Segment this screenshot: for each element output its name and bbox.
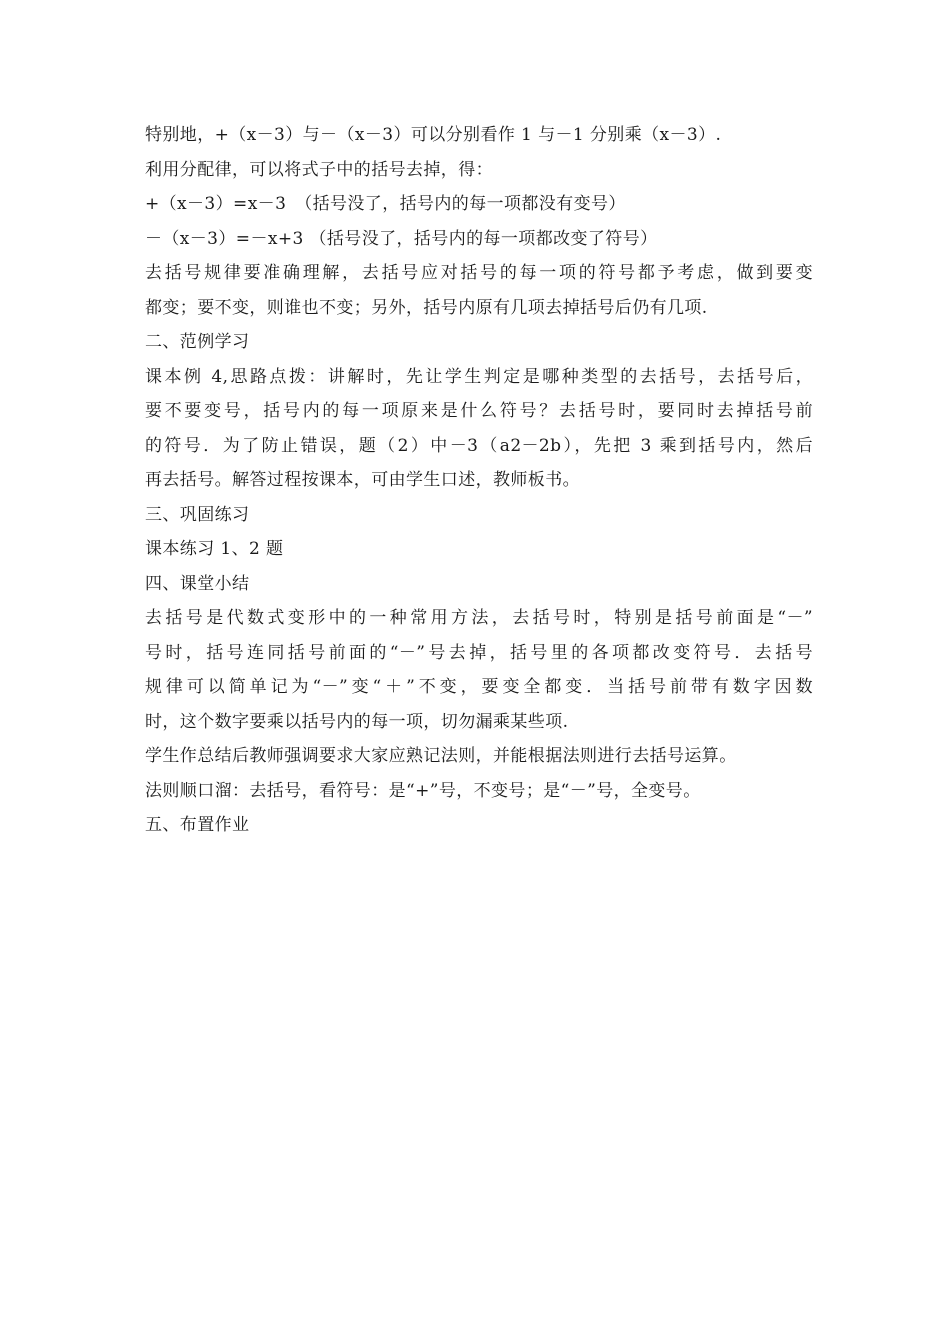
section-heading: 三、巩固练习 [145, 504, 250, 525]
formula-line: －（x－3）=－x+3 （括号没了，括号内的每一项都改变了符号） [145, 228, 658, 249]
paragraph-line: 规律可以简单记为“－”变“＋”不变，要变全都变．当括号前带有数字因数 [145, 677, 813, 697]
paragraph-line: 时，这个数字要乘以括号内的每一项，切勿漏乘某些项. [145, 711, 569, 732]
paragraph-line: 去括号是代数式变形中的一种常用方法，去括号时，特别是括号前面是“－” [145, 608, 813, 628]
paragraph-line: 的符号．为了防止错误，题（2）中－3（a2－2b），先把 3 乘到括号内，然后 [145, 435, 813, 456]
paragraph-line: 去括号规律要准确理解，去括号应对括号的每一项的符号都予考虑，做到要变 [145, 263, 813, 283]
document-body [145, 118, 813, 843]
paragraph-line: 号时，括号连同括号前面的“－”号去掉，括号里的各项都改变符号．去括号 [145, 642, 813, 663]
paragraph-line: 课本例 4,思路点拨：讲解时，先让学生判定是哪种类型的去括号，去括号后， [145, 366, 813, 387]
section-heading: 二、范例学习 [145, 332, 250, 352]
section-heading: 五、布置作业 [145, 815, 250, 835]
paragraph-line: 学生作总结后教师强调要求大家应熟记法则，并能根据法则进行去括号运算。 [145, 746, 737, 766]
paragraph-line: 特别地，+（x－3）与－（x－3）可以分别看作 1 与－1 分别乘（x－3）. [145, 125, 722, 145]
paragraph-line: 法则顺口溜：去括号，看符号：是“+”号，不变号；是“－”号，全变号。 [145, 780, 701, 801]
paragraph-line: 要不要变号，括号内的每一项原来是什么符号？去括号时，要同时去掉括号前 [145, 401, 813, 421]
paragraph-line: 利用分配律，可以将式子中的括号去掉，得： [145, 159, 493, 180]
formula-line: +（x－3）=x－3 （括号没了，括号内的每一项都没有变号） [145, 194, 626, 214]
paragraph-line: 课本练习 1、2 题 [145, 539, 284, 559]
section-heading: 四、课堂小结 [145, 573, 250, 594]
paragraph-line: 都变；要不变，则谁也不变；另外，括号内原有几项去掉括号后仍有几项. [145, 297, 708, 318]
paragraph-line: 再去括号。解答过程按课本，可由学生口述，教师板书。 [145, 470, 580, 490]
